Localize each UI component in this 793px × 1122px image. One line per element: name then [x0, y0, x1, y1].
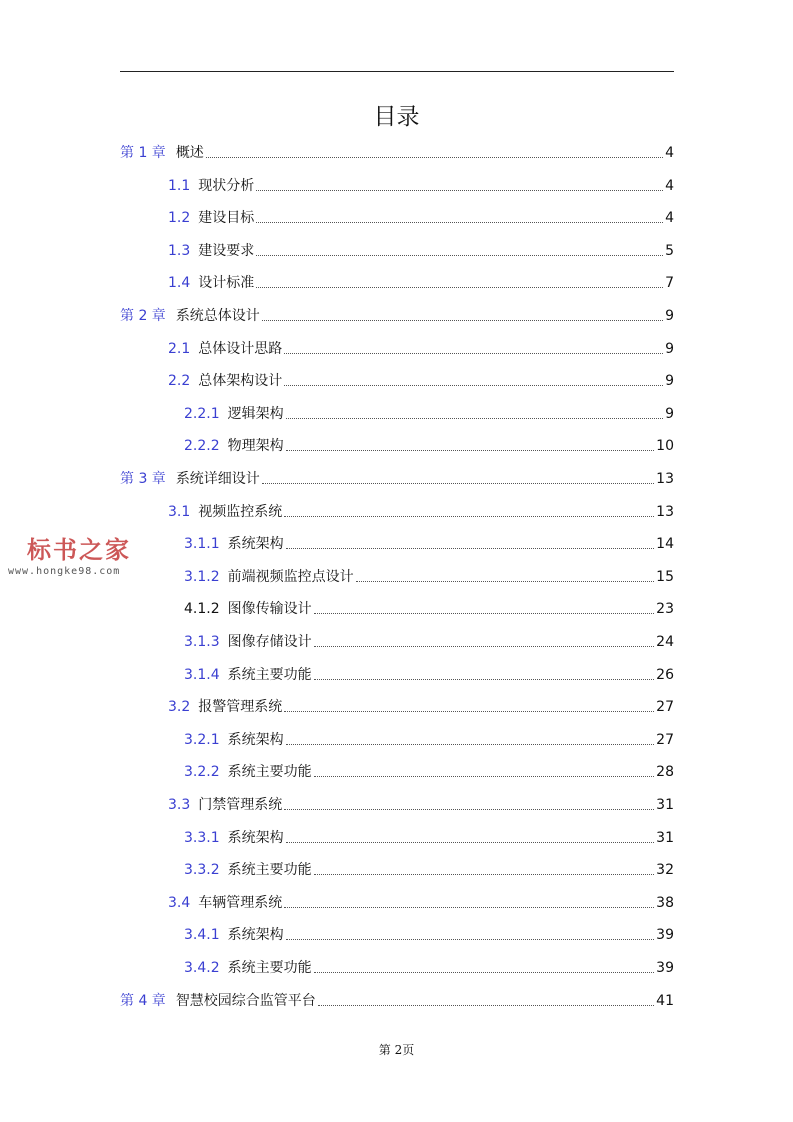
toc-dot-leader	[286, 418, 663, 419]
toc-entry-number: 第 1 章	[120, 145, 166, 161]
toc-entry-number: 3.2	[168, 699, 191, 716]
toc-entry[interactable]	[168, 205, 674, 227]
toc-dot-leader	[256, 287, 663, 288]
toc-entry-number: 2.2.2	[184, 438, 220, 455]
toc-entry-page: 9	[665, 340, 674, 357]
toc-entry-label: 视频监控系统	[198, 503, 283, 520]
toc-entry-number: 1.3	[168, 242, 191, 259]
toc-entry-page: 14	[656, 536, 674, 553]
toc-entry-label: 物理架构	[227, 438, 284, 455]
watermark-url: www.hongke98.com	[8, 566, 121, 577]
toc-entry-page: 4	[665, 145, 674, 161]
toc-dot-leader	[262, 483, 654, 484]
toc-entry-page: 31	[656, 829, 674, 846]
toc-entry-page: 9	[665, 308, 674, 324]
toc-entry-label: 车辆管理系统	[198, 894, 283, 911]
toc-entry[interactable]	[184, 922, 674, 944]
toc-entry-label: 逻辑架构	[227, 405, 284, 422]
toc-entry-page: 39	[656, 960, 674, 976]
toc-entry-number: 3.3.2	[184, 862, 220, 879]
toc-entry-label: 系统主要功能	[227, 666, 312, 683]
toc-dot-leader	[286, 744, 655, 745]
toc-dot-leader	[284, 385, 663, 386]
toc-dot-leader	[314, 679, 655, 680]
toc-entry[interactable]	[168, 499, 674, 521]
toc-entry-number: 3.4	[168, 894, 191, 911]
toc-entry-label: 系统主要功能	[227, 960, 312, 976]
toc-entry[interactable]	[184, 825, 674, 847]
toc-entry-page: 23	[656, 601, 674, 618]
toc-entry-label: 系统详细设计	[175, 471, 260, 487]
toc-entry-page: 24	[656, 634, 674, 650]
toc-dot-leader	[262, 320, 663, 321]
toc-entry-number: 3.1.3	[184, 634, 220, 650]
toc-entry-label: 系统总体设计	[175, 308, 260, 324]
toc-entry-page: 13	[656, 471, 674, 487]
toc-entry-number: 第 2 章	[120, 308, 166, 324]
toc-entry-label: 系统架构	[227, 927, 284, 944]
toc-entry-number: 3.2.1	[184, 731, 220, 748]
toc-entry-page: 10	[656, 438, 674, 455]
toc-entry-number: 1.1	[168, 177, 191, 194]
toc-entry-number: 3.1.1	[184, 536, 220, 553]
toc-dot-leader	[314, 874, 655, 875]
toc-entry-number: 3.1.4	[184, 666, 220, 683]
toc-entry[interactable]	[168, 173, 674, 195]
toc-entry[interactable]	[184, 401, 674, 423]
watermark	[0, 536, 160, 577]
toc-entry-page: 4	[665, 177, 674, 194]
toc-entry[interactable]	[120, 988, 674, 1010]
toc-dot-leader	[284, 809, 654, 810]
toc-entry[interactable]	[184, 629, 674, 651]
toc-dot-leader	[284, 711, 654, 712]
toc-entry-page: 28	[656, 764, 674, 781]
toc-entry-label: 图像传输设计	[227, 601, 312, 618]
toc-entry-page: 41	[656, 992, 674, 1009]
toc-entry-number: 3.1	[168, 503, 191, 520]
toc-entry-label: 系统架构	[227, 536, 284, 553]
toc-entry[interactable]	[120, 466, 674, 488]
toc-dot-leader	[284, 516, 654, 517]
toc-entry-number: 第 3 章	[120, 471, 166, 487]
toc-entry-page: 31	[656, 797, 674, 813]
toc-entry-page: 27	[656, 699, 674, 716]
toc-entry-page: 9	[665, 373, 674, 390]
toc-entry-number: 2.1	[168, 340, 191, 357]
toc-entry-label: 系统架构	[227, 829, 284, 846]
toc-dot-leader	[356, 581, 655, 582]
toc-entry-number: 3.4.2	[184, 960, 220, 976]
toc-entry-page: 38	[656, 894, 674, 911]
toc-entry-page: 9	[665, 405, 674, 422]
toc-dot-leader	[314, 776, 655, 777]
toc-entry[interactable]	[184, 433, 674, 455]
toc-dot-leader	[256, 190, 663, 191]
toc-entry[interactable]	[184, 596, 674, 618]
toc-dot-leader	[314, 972, 655, 973]
toc-dot-leader	[314, 646, 655, 647]
toc-dot-leader	[286, 939, 655, 940]
toc-dot-leader	[318, 1005, 654, 1006]
toc-entry[interactable]	[168, 890, 674, 912]
page-footer: 第 2页	[378, 1043, 415, 1057]
toc-entry-label: 建设目标	[198, 210, 255, 227]
toc-entry-page: 26	[656, 666, 674, 683]
toc-entry-number: 第 4 章	[120, 992, 166, 1009]
toc-entry-label: 现状分析	[198, 177, 255, 194]
toc-entry[interactable]	[168, 792, 674, 814]
toc-dot-leader	[314, 613, 655, 614]
toc-entry-label: 系统主要功能	[227, 862, 312, 879]
toc-entry-label: 系统架构	[227, 731, 284, 748]
toc-entry-number: 3.1.2	[184, 568, 220, 585]
toc-entry-number: 3.3.1	[184, 829, 220, 846]
toc-entry-label: 报警管理系统	[198, 699, 283, 716]
toc-entry-page: 5	[665, 242, 674, 259]
toc-entry-label: 建设要求	[198, 242, 255, 259]
page-title: 目录	[373, 104, 420, 130]
toc-entry[interactable]	[184, 955, 674, 977]
toc-entry-page: 27	[656, 731, 674, 748]
toc-entry-number: 1.4	[168, 275, 191, 292]
toc-dot-leader	[284, 353, 663, 354]
toc-entry-label: 总体架构设计	[198, 373, 283, 390]
watermark-brand: 标书之家	[27, 535, 131, 564]
toc-dot-leader	[284, 907, 654, 908]
toc-entry[interactable]	[184, 857, 674, 879]
toc-entry-label: 智慧校园综合监管平台	[175, 992, 316, 1009]
toc-entry-label: 总体设计思路	[198, 340, 283, 357]
toc-entry-label: 设计标准	[198, 275, 255, 292]
toc-dot-leader	[286, 450, 655, 451]
toc-dot-leader	[206, 157, 663, 158]
toc-entry[interactable]	[184, 531, 674, 553]
toc-entry-page: 32	[656, 862, 674, 879]
toc-entry-page: 15	[656, 568, 674, 585]
toc-dot-leader	[286, 548, 655, 549]
toc-entry-number: 2.2	[168, 373, 191, 390]
toc-entry[interactable]	[168, 694, 674, 716]
toc-entry-label: 概述	[175, 145, 204, 161]
toc-entry-number: 2.2.1	[184, 405, 220, 422]
toc-entry-page: 7	[665, 275, 674, 292]
toc-entry-number: 3.4.1	[184, 927, 220, 944]
toc-dot-leader	[286, 842, 655, 843]
toc-entry[interactable]	[168, 270, 674, 292]
toc-entry-label: 前端视频监控点设计	[227, 568, 354, 585]
toc-entry-number: 3.3	[168, 797, 191, 813]
toc-entry[interactable]	[168, 336, 674, 358]
toc-entry[interactable]	[120, 303, 674, 325]
toc-entry[interactable]	[184, 564, 674, 586]
toc-entry-label: 图像存储设计	[227, 634, 312, 650]
header-rule	[120, 71, 674, 72]
toc-entry[interactable]	[184, 759, 674, 781]
toc-entry-number: 3.2.2	[184, 764, 220, 781]
toc-entry-label: 系统主要功能	[227, 764, 312, 781]
toc-entry-page: 39	[656, 927, 674, 944]
toc-entry[interactable]	[120, 140, 674, 162]
toc-entry-label: 门禁管理系统	[198, 797, 283, 813]
toc-entry[interactable]	[168, 238, 674, 260]
toc-entry-number: 1.2	[168, 210, 191, 227]
toc-entry-page: 4	[665, 210, 674, 227]
toc-dot-leader	[256, 222, 663, 223]
toc-dot-leader	[256, 255, 663, 256]
toc-entry-number: 4.1.2	[184, 601, 220, 618]
toc-entry[interactable]	[168, 368, 674, 390]
toc-entry-page: 13	[656, 503, 674, 520]
toc-entry[interactable]	[184, 727, 674, 749]
toc-entry[interactable]	[184, 662, 674, 684]
